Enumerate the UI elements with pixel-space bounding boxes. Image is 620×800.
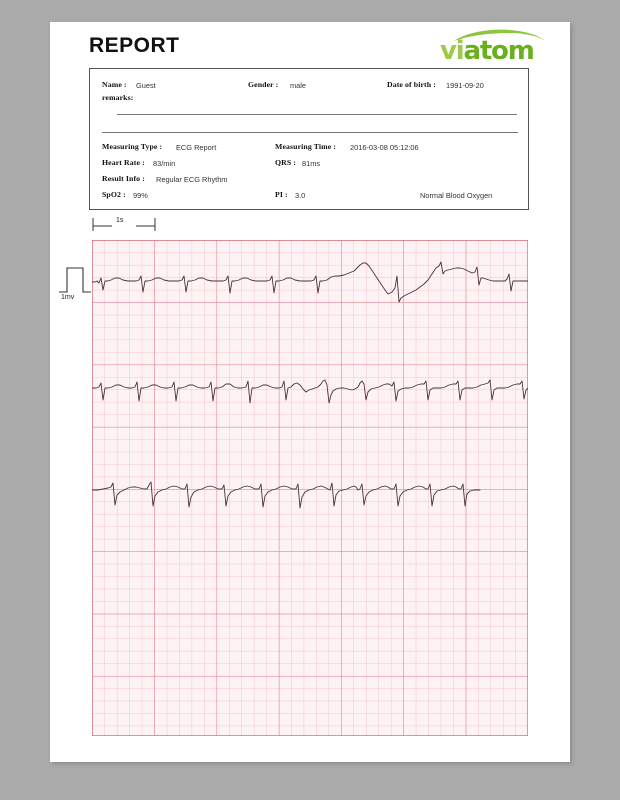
gender-value: male: [290, 80, 307, 90]
heart-rate-label: Heart Rate :: [102, 158, 145, 167]
measuring-time-value: 2016-03-08 05:12:06: [350, 142, 419, 152]
remarks-line-1: [117, 114, 517, 115]
time-scale-bar: [92, 216, 156, 240]
report-page: [50, 22, 570, 762]
calibration-pulse-icon: [58, 262, 92, 296]
result-info-value: Regular ECG Rhythm: [156, 174, 228, 184]
result-info-label: Result Info :: [102, 174, 145, 183]
qrs-label: QRS :: [275, 158, 297, 167]
logo-text-vi: vi: [440, 36, 464, 66]
logo-wordmark: [440, 38, 548, 64]
pi-value: 3.0: [295, 190, 306, 200]
measuring-type-value: ECG Report: [176, 142, 217, 152]
time-scale-label: 1s: [116, 217, 124, 224]
logo-text-atom: atom: [463, 36, 534, 66]
gender-label: Gender :: [248, 80, 279, 89]
heart-rate-value: 83/min: [153, 158, 176, 168]
oxygen-status-text: Normal Blood Oxygen: [420, 190, 493, 200]
time-scale-bracket-icon: [92, 216, 156, 232]
dob-value: 1991-09-20: [446, 80, 484, 90]
ecg-chart-area: [50, 210, 570, 762]
qrs-value: 81ms: [302, 158, 321, 168]
name-label: Name :: [102, 80, 127, 89]
viatom-logo: [440, 28, 548, 64]
ecg-strip-row-1: [92, 262, 528, 302]
spo2-value: 99%: [133, 190, 148, 200]
measuring-time-label: Measuring Time :: [275, 142, 337, 151]
ecg-waveform-svg: [92, 240, 528, 736]
page-title: REPORT: [89, 34, 180, 57]
patient-info-box: [89, 68, 529, 210]
dob-label: Date of birth :: [387, 80, 436, 89]
spo2-label: SpO2 :: [102, 190, 126, 199]
report-header: [50, 22, 570, 68]
ecg-strip-row-3: [92, 482, 480, 508]
remarks-label: remarks:: [102, 93, 134, 102]
amplitude-scale-label: 1mv: [61, 294, 75, 301]
name-value: Guest: [136, 80, 156, 90]
amplitude-calibration-pulse: [58, 262, 92, 308]
ecg-strip-row-2: [92, 380, 528, 403]
remarks-line-2: [102, 132, 518, 133]
measuring-type-label: Measuring Type :: [102, 142, 163, 151]
pi-label: PI :: [275, 190, 288, 199]
